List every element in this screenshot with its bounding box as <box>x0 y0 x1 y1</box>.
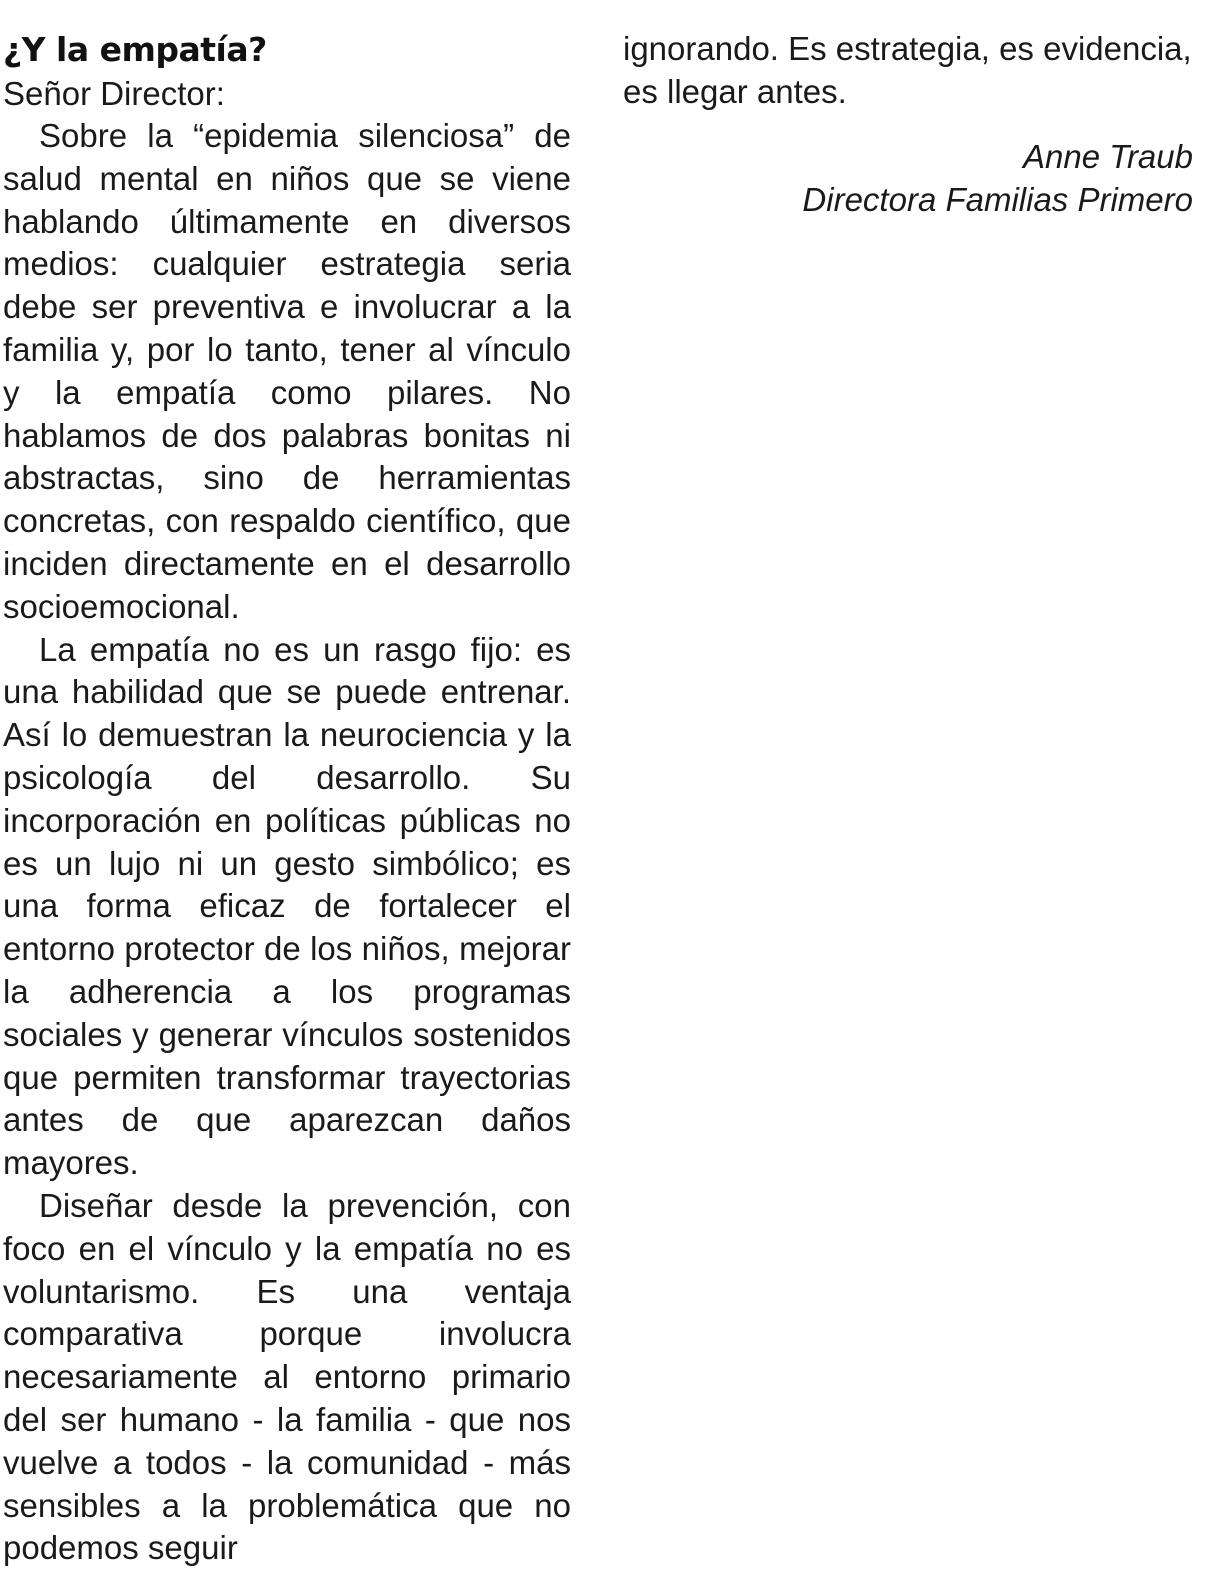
letter-signature <box>623 135 1193 221</box>
letter-salutation: Señor Director: <box>3 75 225 112</box>
signature-role: Directora Familias Primero <box>802 181 1193 218</box>
letter-column-left <box>3 28 571 1570</box>
letter-paragraph-2: La empatía no es un rasgo fijo: es una habilidad que se puede entrenar. Así lo demuestran la neurociencia y la psicología del desarrollo. Su incorporación en políticas públicas no es un lujo ni un gesto simbólico; es una forma eficaz de fortalecer el entorno protector de los niños, mejorar la adherencia a los programas sociales y generar vínculos sostenidos que permiten transformar trayectorias antes de que aparezcan daños mayores. <box>3 630 571 1182</box>
letter-paragraph-1: Sobre la “epidemia silenciosa” de salud mental en niños que se viene hablando últimamente en diversos medios: cualquier estrategia seria debe ser preventiva e involucrar a la familia y, por lo tanto, tener al vínculo y la empatía como pilares. No hablamos de dos palabras bonitas ni abstractas, sino de herramientas concretas, con respaldo científico, que inciden directamente en el desarrollo socioemocional. <box>3 117 571 625</box>
letter-paragraph-3: Diseñar desde la prevención, con foco en el vínculo y la empatía no es voluntarismo. Es una ventaja comparativa porque involucra necesariamente al entorno primario del ser humano - la familia - que nos vuelve a todos - la comunidad - más sensibles a la problemática que no podemos seguir <box>3 1186 571 1567</box>
letter-paragraph-3-continuation: ignorando. Es estrategia, es evidencia, es llegar antes. <box>623 30 1192 110</box>
signature-name: Anne Traub <box>1023 138 1193 175</box>
letter-column-right <box>623 28 1193 221</box>
letter-title: ¿Y la empatía? <box>3 30 267 69</box>
